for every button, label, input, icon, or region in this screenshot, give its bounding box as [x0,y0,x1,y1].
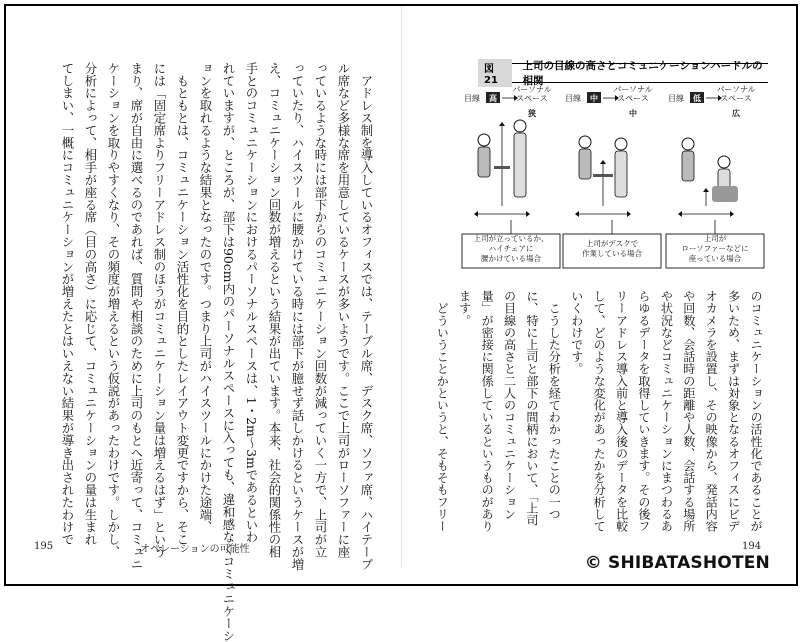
running-head: オペレーションの可能性 [140,544,250,555]
right-text-line: して、どのような変化があったかを分析して [592,290,607,532]
person-body [579,149,591,179]
scene-caption: ハイチェアに [488,244,534,253]
space-size: 狭 [528,109,536,118]
height-arrow-head [600,160,606,164]
scene-caption: 上司が立っているか、 [473,234,549,243]
scene-caption: ローソファーなどに [681,244,749,253]
boss-head [615,138,627,150]
right-text-line: ます。 [457,290,472,327]
person-head [682,138,694,150]
right-page-number: 194 [742,541,762,552]
scene-caption: 上司が [703,234,727,243]
right-text-line: や状況などコミュニケーションにまつわるあ [659,290,674,532]
space-size: 広 [732,109,740,118]
scene-caption: 腰かけている場合 [481,254,541,263]
space-label: パーソナル [716,85,756,94]
left-text-line: ョンを取れるような結果となったのです。つまり上司がハイスツールにかけた途端、 [198,62,213,534]
eye-label: 目線 [668,94,684,103]
right-text-line: 量」が密接に関係しているというものがあり [480,290,495,532]
left-text-line: 手とのコミュニケーションにおけるパーソナルスペースは、1・2m〜3mであるといわ [244,62,259,544]
right-text-line: いくわけです。 [569,290,584,375]
space-label: スペース [720,94,752,103]
eye-label: 目線 [464,94,480,103]
figure-badge: 図21 [478,59,512,87]
space-size: 中 [629,109,637,118]
person-body [478,147,490,177]
right-text-line: や回数、会話時の距離や人数、会話する場所 [681,290,696,532]
boss-body [514,133,526,197]
person-head [478,134,490,146]
space-label: スペース [516,94,548,103]
right-text-line: 多いため、まずは対象となるオフィスにビデ [726,290,741,532]
space-label: スペース [617,94,649,103]
height-arrow-head [703,188,709,192]
eye-level-value: 低 [693,94,701,103]
left-text-line: もともとは、コミュニケーション活性化を目的としたレイアウト変更ですから、そこ [175,62,190,546]
boss-body [615,151,627,197]
right-text-line: に、特に上司と部下の間柄において、「上司 [524,290,539,526]
right-text-line: のコミュニケーションの活性化であることが [749,290,763,532]
low-sofa [712,186,738,202]
left-text-line: れていますが、ところが、部下は90cm内のパーソナルスペースに入っても、違和感なくコミュニケーシ [221,62,236,642]
eye-level-value: 中 [590,94,598,103]
left-text-line: え、コミュニケーション回数が増えるという結果が出ています。本来、社会的関係性の相 [267,62,282,558]
right-text-line: の目線の高さと二人のコミュニケーション [502,290,517,520]
right-text-line: こうした分析を経てわかったことの一つ [547,290,562,520]
left-text-line: てしまい、一概にコミュニケーションが増えたとはいえない結果が導き出されたわけで [60,62,75,546]
left-text-line: には「固定席よりフリーアドレス制のほうがコミュニケーション量は増えるはず」という [152,62,167,558]
space-label: パーソナル [613,85,653,94]
right-text-line: らゆるデータを取得していきます。その後フ [636,290,651,532]
boss-head [514,120,526,132]
boss-head [718,156,730,168]
left-page-number: 195 [34,541,54,552]
copyright-mark: © SHIBATASHOTEN [584,553,770,573]
height-arrow-head [499,122,505,126]
person-body [682,151,694,181]
figure-title: 上司の目線の高さとコミュニケーションハードルの相関 [522,60,763,87]
left-text-line: っているような時には部下からのコミュニケーション回数が減っていく一方で、上司が立 [313,62,328,558]
scene-caption: 座っている場合 [688,254,742,263]
left-text-line: ケーションを取りやすくなり、その頻度が増えるという仮説があったわけです。しかし、 [106,62,121,558]
right-text-line: オカメラを設置し、その映像から、発話内容 [704,290,719,532]
left-text-line: 分析によって、相手が座る席（目の高さ）に応じて、コミュニケーションの量は生まれ [83,62,98,546]
left-text-line: ル席など多様な席を用意しているケースが多いようです。ここで上司がローソファーに座 [336,62,351,558]
person-head [579,136,591,148]
eye-level-value: 高 [489,94,497,103]
desk [593,174,613,177]
right-text-line: リーアドレス導入前と導入後のデータを比較 [614,290,629,532]
high-table [494,166,510,169]
left-text-line: っていたり、ハイスツールに腰かけている時には部下が臆せず話しかけるというケースが増 [290,62,305,571]
space-label: パーソナル [512,85,552,94]
right-text-line: どういうことかというと、そもそもフリー [435,290,450,532]
scene-caption: 作業している場合 [582,249,642,258]
eye-label: 目線 [565,94,581,103]
left-text-line: アドレス制を導入しているオフィスでは、テーブル席、デスク席、ソファ席、ハイテーブ [359,62,374,571]
left-text-line: まり、席が自由に選べるのであれば、質問や相談のために上司のもとへ近寄って、コミュニ [129,62,144,571]
scene-caption: 上司がデスクで [585,239,639,248]
